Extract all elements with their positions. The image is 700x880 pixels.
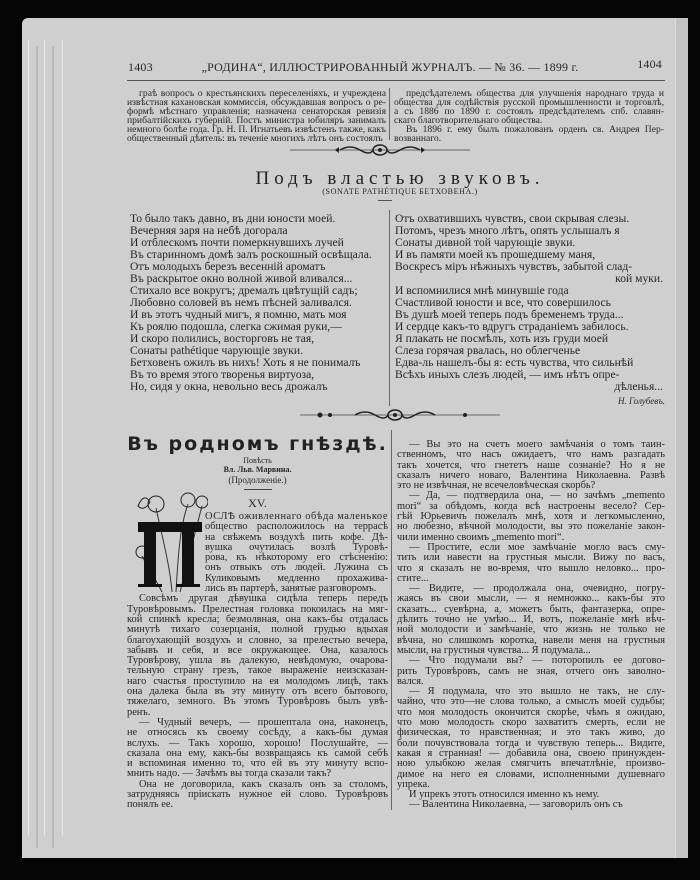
next-page-edge [675, 18, 688, 858]
text-line: лись въ партерѣ, занятые разговоромъ. [205, 583, 377, 595]
poem-line-continuation: дѣленья... [614, 380, 663, 393]
text-line: — Видите, — продолжала она, очевидно, погру- [409, 583, 665, 595]
poem-subtitle: (SONATE PATHÉTIQUE БЕТХОВЕНА.) [322, 187, 478, 196]
text-line: вѣчна, но слишкомъ коротка, навели меня на грустныя [397, 634, 665, 646]
poem-line: Сонаты pathétique чарующіе звуки. [130, 344, 303, 357]
text-line: — Да, — подтвердила она, — но зачѣмъ „memento [409, 490, 665, 502]
text-line: Туровѣровымъ. Прелестная головка покоилась на мяг- [127, 603, 388, 615]
poem-signature: Н. Голубевъ. [618, 396, 665, 406]
poem-line: Потомъ, чрезъ много лѣтъ, опять услышалъ я [395, 224, 620, 237]
text-line: но любезно, вѣчной молодости, вы это пожеланіе закон- [397, 521, 665, 533]
text-line: что мою молодость скоро захватитъ смерть, если не [397, 717, 665, 729]
text-line: рова, къ нѣкоторому его стѣсненію: [205, 552, 388, 564]
poem-title: Подъ властью звуковъ. [255, 168, 545, 189]
poem-line: Въ душѣ моей теперь подъ бременемъ труда... [395, 308, 624, 321]
text-line: Она не договорила, какъ сказалъ онъ за столомъ, [139, 778, 388, 790]
initial-letter: П [132, 486, 133, 487]
poem-line: И сердце какъ-то вдругъ страданіемъ забилось. [395, 320, 629, 333]
text-line: общество расположилось на террасѣ [205, 521, 388, 533]
poem-line: Воскресъ міръ нѣжныхъ чувствъ, забытой слад- [395, 260, 633, 273]
text-line: Совсѣмъ другая дѣвушка сидѣла теперь передъ [139, 593, 388, 605]
page-edge [28, 40, 29, 836]
chapter-rule [244, 489, 272, 490]
story-left-column [127, 512, 388, 811]
text-line: наго счастья проступило на ея молодомъ лицѣ, такъ [127, 675, 388, 687]
text-line: возваннаго. [394, 133, 442, 144]
story-right-column [397, 440, 665, 811]
poem-line: Бетховенъ ожилъ въ нихъ! Хоть я не понималъ [130, 356, 361, 369]
text-line: затрудняясь пріискать нужное ей слово. Туровѣровъ [127, 789, 388, 801]
poem-line: Въ старинномъ домѣ залъ роскошный освѣщала. [130, 248, 372, 261]
poem-line: Отъ охватившихъ чувствъ, свои скрывая слезы. [395, 212, 630, 225]
text-line: кой спинкѣ кресла; безмолвная, она какъ-бы отдалась [127, 613, 388, 625]
text-line: такъ хочется, что гнететъ наше сознаніе? Но я не [397, 459, 665, 471]
text-line: на свѣжемъ воздухѣ пить кофе. Дѣ- [205, 531, 388, 543]
intro-left-column [127, 89, 386, 143]
text-line: прибалтійскихъ губерній. Постъ министра юбиляръ занималъ [127, 115, 386, 126]
text-line: И упрекъ этотъ относился именно къ нему. [409, 789, 600, 801]
story-genre: Повѣсть [243, 456, 272, 465]
text-line: граѣ вопросъ о крестьянскихъ переселеніяхъ, и учреждена [139, 88, 386, 99]
text-line: и вспоминая именно то, что ей въ эту минуту вспо- [127, 758, 388, 770]
poem-line: Счастливой юности и все, что совершилось [395, 296, 611, 309]
text-line: боли почувствовала тогда и чувствую теперь... Видите, [397, 737, 665, 749]
text-line: немного болѣе года. Гр. Н. П. Игнатьевъ извѣстенъ также, какъ [127, 124, 386, 135]
text-line: — Я подумала, что это вышло не такъ, не слу- [409, 686, 665, 698]
text-line: сказать... суевѣрна, а, можетъ быть, фантазерка, опре- [397, 603, 665, 615]
text-line: общественный дѣятель: въ теченіе многихъ лѣтъ онъ состоялъ [127, 133, 383, 144]
chapter-number: XV. [248, 496, 267, 510]
text-line: ною улыбкою желая смягчить впечатлѣніе, произво- [397, 758, 665, 770]
text-line: минутѣ тихаго созерцанія, полной грудью вдыхая [127, 624, 388, 636]
poem-line: И въ памяти моей къ прошедшему маня, [395, 248, 596, 261]
text-line: ной молодости и замѣчаніе, что жизнь не только не [397, 624, 665, 636]
title-rule [378, 200, 392, 201]
poem-line: Всѣхъ иныхъ слезъ людей, — имъ нѣтъ опре- [395, 368, 620, 381]
text-line: не относясь къ своему сосѣду, а какъ-бы думая [127, 727, 388, 739]
header-rule [127, 80, 665, 81]
poem-line: И отблескомъ почти померкнувшихъ лучей [130, 236, 344, 249]
poem-line: То было такъ давно, въ дни юности моей. [130, 212, 336, 225]
intro-right-column [394, 89, 664, 143]
text-line: дѣлить точно не умѣю... И, вотъ, пожеланіе мнѣ вѣч- [397, 614, 665, 626]
text-line: что я сказалъ не во-время, что вышло неловко... про- [397, 562, 665, 574]
text-line: упрека. [397, 778, 430, 790]
text-line: ренъ. [127, 706, 151, 718]
text-line: чили именно своимъ „memento mori“. [397, 531, 565, 543]
poem-line: Любовно соловей въ немъ пѣсней заливался. [130, 296, 352, 309]
text-line: — Что подумали вы? — поторопилъ ее догово- [409, 655, 665, 667]
text-line: благоухающій воздухъ и словно, за прелестью вечера, [127, 634, 388, 646]
story-status: (Продолженіе.) [228, 475, 287, 485]
text-line: гѣй Юрьевичъ пожелалъ мнѣ, хотя и легкомысленно, [397, 511, 665, 523]
poem-line: Въ раскрытое окно волной живой вливался... [130, 272, 353, 285]
page-number-right: 1404 [637, 57, 662, 71]
text-line: забывъ и себя, и все окружающее. Она, казалось [127, 644, 388, 656]
poem-line-continuation: кой муки. [615, 272, 663, 285]
text-line: предсѣдателемъ общества для улучшенія народнаго труда и [406, 88, 664, 99]
text-line: понялъ ее. [127, 799, 174, 811]
poem-line: Сонаты дивной той чарующіе звуки. [395, 236, 576, 249]
text-line: — Вы это на счетъ моего замѣчанія о томъ таин- [409, 439, 665, 450]
text-line: — Чудный вечеръ, — прошептала она, наконецъ, [139, 716, 388, 728]
story-title: Въ родномъ гнѣздѣ. [127, 433, 388, 455]
poem-line: И въ этотъ чудный мигъ, я помню, мать моя [130, 308, 347, 321]
text-line: — Валентина Николаевна, — заговорилъ онъ съ [409, 799, 623, 811]
poem-right-column [395, 213, 663, 393]
text-line: а съ 1886 по 1890 г. состоялъ предсѣдателемъ спб. славян- [394, 106, 664, 117]
text-line: Въ 1896 г. ему былъ пожалованъ орденъ св. Андрея Пер- [406, 124, 664, 135]
poem-line: И вспомнилися мнѣ минувшіе года [395, 284, 569, 297]
ornament-divider [290, 143, 470, 157]
text-line: димое на него ея словами, исполненными душевнаго [397, 768, 665, 780]
poem-line: И скоро полились, восторговъ не тая, [130, 332, 315, 345]
story-author: Вл. Льв. Марвина. [223, 465, 292, 474]
page-edge [36, 46, 38, 848]
text-line: мысли, на грустныя чувства... Я подумала... [397, 644, 591, 656]
text-line: формѣ мѣстнаго управленія; назначена сенаторская ревизія [127, 106, 386, 117]
text-line: Куликовымъ медленно прохажива- [205, 572, 388, 584]
text-line: чайно, что это—не слова только, а смыслъ моей судьбы; [397, 696, 665, 708]
column-rule [389, 88, 390, 140]
text-line: вался. [397, 675, 424, 687]
poem-line: Но, сидя у окна, невольно весь дрожалъ [130, 380, 328, 393]
column-rule [389, 210, 390, 406]
text-line: вслухъ. — Такъ хорошо, хорошо! Послушайте, — [127, 737, 388, 749]
page-edge [62, 40, 63, 836]
text-line: физическая, то нравственная; и это такъ живо, до [397, 727, 665, 739]
text-line: вушка очутилась возлѣ Туровѣ- [205, 541, 388, 553]
text-line: тяжелаго, земного. Въ этомъ Туровѣровъ былъ увѣ- [127, 696, 388, 708]
text-line: мнить надо. — Зачѣмъ вы тогда сказали такъ? [127, 768, 332, 780]
text-line: что моя молодость окончится скорѣе, чѣмъ я ожидаю, [397, 706, 665, 718]
text-line: скаго благотворительнаго общества. [394, 115, 543, 126]
page-number-left: 1403 [128, 60, 153, 74]
text-line: сказалъ ничего новаго, Валентина Николаевна. Развѣ [397, 469, 665, 481]
text-line: mori“ за обѣдомъ, когда всѣ настроены весело? Сер- [397, 500, 665, 512]
text-line: онъ отвыкъ отъ людей. Лужина съ [205, 562, 388, 574]
poem-line: Въ то время этого творенья виртуоза, [130, 368, 315, 381]
ornament-divider [300, 408, 500, 422]
text-line: стите... [397, 572, 429, 584]
text-line: Туровѣрову, ушла въ далекую, невѣдомую, очарова- [127, 655, 388, 667]
page-edge [52, 46, 54, 848]
text-line: ственномъ, что насъ ожидаетъ, что намъ разгадать [397, 449, 665, 461]
text-line: тить или навести на грустныя мысли. Вижу по васъ, [397, 552, 665, 564]
text-line: сказала она ему, какъ-бы возвращаясь къ самой себѣ [127, 747, 388, 759]
running-title: „РОДИНА“, ИЛЛЮСТРИРОВАННЫЙ ЖУРНАЛЪ. — № 36. — 1899 г. [201, 60, 579, 74]
poem-line: Я плакать не посмѣлъ, хоть изъ груди моей [395, 332, 609, 345]
text-line: — Простите, если мое замѣчаніе могло васъ сму- [409, 541, 665, 553]
poem-left-column [130, 213, 388, 393]
poem-line: Стихало все вокругъ; дремалъ цвѣтущій садъ; [130, 284, 358, 297]
text-line: жаясь въ свои мысли, — я немножко... какъ-бы это [397, 593, 665, 605]
poem-line: Къ роялю подошла, слегка сжимая руки,— [130, 320, 342, 333]
text-line: она далека была въ эту минуту отъ всего бытового, [127, 686, 388, 698]
column-rule [391, 430, 392, 810]
text-line: это не извѣчная, не всечеловѣческая скорбь? [397, 480, 596, 492]
text-line: извѣстная кахановская коммиссія, обсуждавшая вопросъ о ре- [127, 97, 386, 108]
poem-line: Едва-ль нашелъ-бы я: есть чувства, что сильнѣй [395, 356, 634, 369]
text-line: рить Туровѣровъ, самъ не зная, отчего онъ заволно- [397, 665, 665, 677]
poem-line: Вечерняя заря на небѣ догорала [130, 224, 288, 237]
text-line: общества для содѣйствія русской промышленности и торговлѣ, [394, 97, 664, 108]
poem-line: Слеза горячая рвалась, но облегченье [395, 344, 581, 357]
text-line: ОСЛѢ оживленнаго обѣда маленькое [205, 511, 388, 522]
page-edge [44, 40, 45, 836]
poem-line: Отъ молодыхъ березъ весенній ароматъ [130, 260, 326, 273]
text-line: какая я странная! — добавила она, своею принужден- [397, 747, 665, 759]
text-line: тельную страну грезъ, такое выраженіе неизсказан- [127, 665, 388, 677]
